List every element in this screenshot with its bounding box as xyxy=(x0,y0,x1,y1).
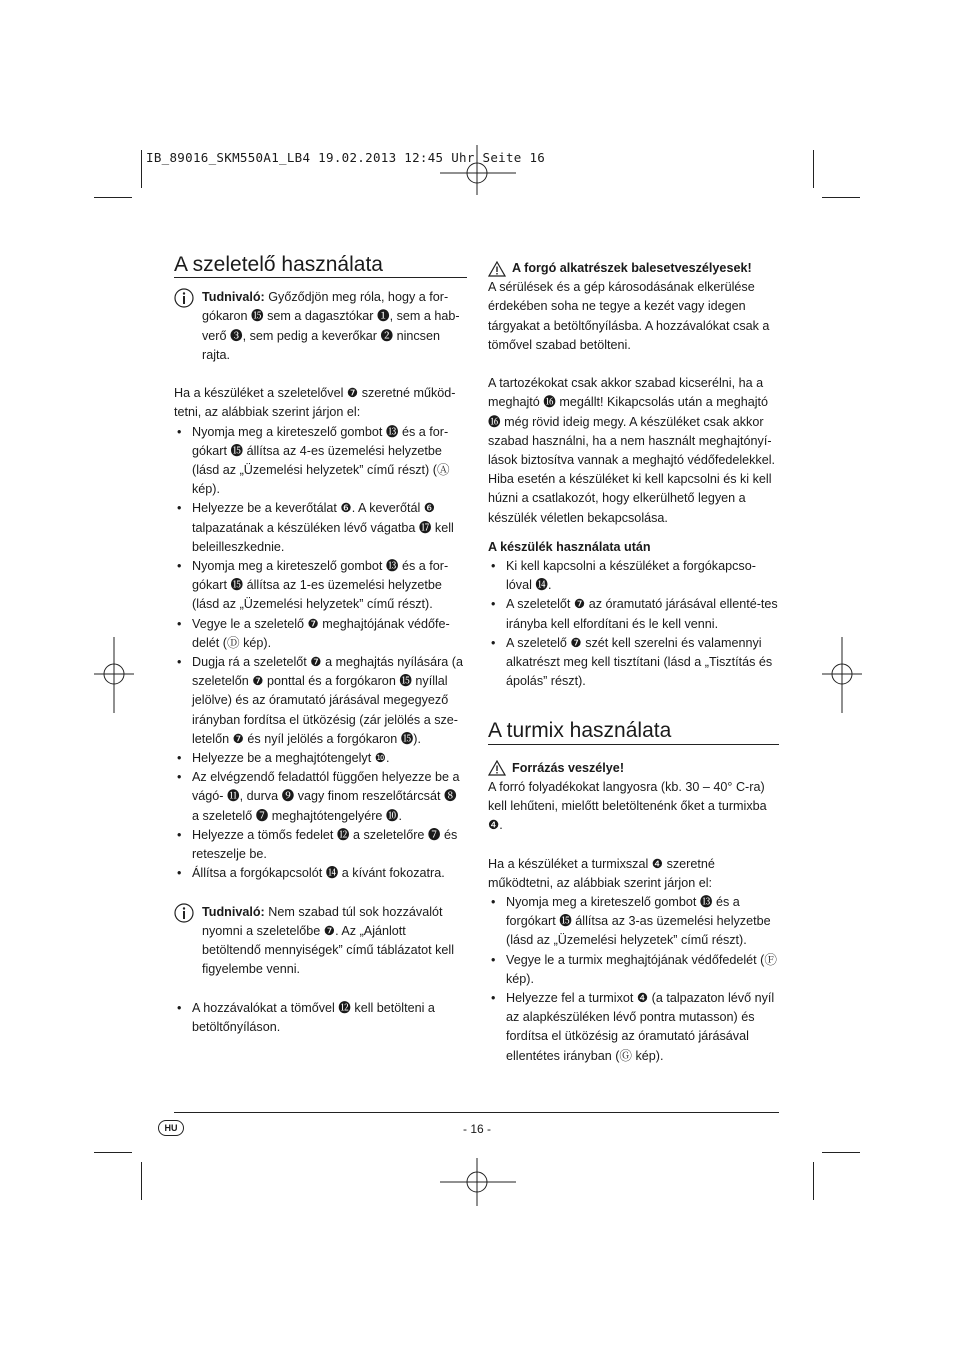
list-item: • Nyomja meg a kireteszelő gombot ⓭ és a for-gókart ⓯ állítsa az 1-es üzemelési helyzetbe (lásd az „Üzemelési helyzetek” című részt). xyxy=(174,557,467,615)
crop-mark xyxy=(141,1162,142,1200)
steps-list xyxy=(174,999,467,1037)
list-item: • Helyezze be a meghajtótengelyt ❿. xyxy=(174,749,467,768)
crop-mark xyxy=(822,197,860,198)
registration-mark-bottom xyxy=(440,1158,516,1206)
warning-icon xyxy=(488,760,506,776)
list-item: • A szeletelőt ❼ az óramutató járásával ellenté-tes irányba kell elfordítani és le kell venni. xyxy=(488,595,779,633)
registration-mark-right xyxy=(822,637,862,713)
list-item: • Vegye le a turmix meghajtójának védőfedelét (Ⓕ kép). xyxy=(488,951,779,989)
subheading: A készülék használata után xyxy=(488,539,651,554)
intro-paragraph: Ha a készüléket a szeletelővel ❼ szeretné működ-tetni, az alábbiak szerint járjon el: xyxy=(174,386,456,420)
list-item: • Az elvégzendő feladattól függően helyezze be a vágó- ⓫, durva ❾ vagy finom reszelőtárcsát ❽ a szeletelő ❼ meghajtótengelyére ❿. xyxy=(174,768,467,826)
list-item: • Dugja rá a szeletelőt ❼ a meghajtás nyílására (a szeletelőn ❼ ponttal és a forgókaron ⓯ nyíllal jelölve) és az óramutató járásával megegyező irányban fordítsa el ütközésig (zár jelölés a sze-letelőn ❼ és nyíl jelölés a forgókaron ⓯). xyxy=(174,653,467,749)
steps-list xyxy=(488,893,779,1066)
list-item: • Helyezze be a keverőtálat ❻. A keverőtál ❻ talpazatának a készüléken lévő vágatba ⓱ kell beleilleszkednie. xyxy=(174,499,467,557)
list-item: • Nyomja meg a kireteszelő gombot ⓭ és a for-gókart ⓯ állítsa az 4-es üzemelési helyzetbe (lásd az „Üzemelési helyzetek” című részt) (Ⓐ kép). xyxy=(174,423,467,500)
note-label: Tudnivaló: xyxy=(202,904,265,919)
page-number: - 16 - xyxy=(462,1122,491,1136)
crop-mark xyxy=(813,1162,814,1200)
left-column xyxy=(174,255,467,1037)
note-text: Nem szabad túl sok hozzávalót nyomni a szeletelőbe ❼. Az „Ajánlott betöltendő mennyiségek” című táblázatot kell figyelembe venni. xyxy=(202,904,455,977)
info-icon xyxy=(174,288,194,308)
paragraph: A tartozékokat csak akkor szabad kicserélni, ha a meghajtó ⓰ megállt! Kikapcsolás után a meghajtó ⓰ még rövid ideig megy. A készüléket csak akkor szabad használni, ha a nem használt meghajtónyí-lások biztosítva vannak a meghajtó védőfedelekkel. Hiba esetén a készüléket ki kell kapcsolni és ki kell húzni a csatlakozót, hogy elkerülhető legyen a készülék véletlen bekapcsolása. xyxy=(488,376,776,525)
steps-list xyxy=(488,557,779,691)
footer-rule xyxy=(174,1112,779,1113)
list-item: • Helyezze a tömős fedelet ⓬ a szeletelőre ❼ és reteszelje be. xyxy=(174,826,467,864)
section-title-slicer: A szeletelő használata xyxy=(174,255,467,278)
registration-mark-left xyxy=(94,637,134,713)
list-item: • Nyomja meg a kireteszelő gombot ⓭ és a forgókart ⓯ állítsa az 3-as üzemelési helyzetbe (lásd az „Üzemelési helyzetek” című részt). xyxy=(488,893,779,951)
note-block xyxy=(174,288,467,365)
warning-title: A forgó alkatrészek balesetveszélyesek! xyxy=(512,261,752,275)
note-block xyxy=(174,903,467,980)
print-header: IB_89016_SKM550A1_LB4 19.02.2013 12:45 Uhr Seite 16 xyxy=(146,150,546,165)
list-item: • Állítsa a forgókapcsolót ⓮ a kívánt fokozatra. xyxy=(174,864,467,883)
note-label: Tudnivaló: xyxy=(202,290,265,305)
right-column xyxy=(488,259,779,1066)
crop-mark xyxy=(94,197,132,198)
crop-mark xyxy=(813,150,814,188)
warning-title: Forrázás veszélye! xyxy=(512,760,625,775)
warning-icon xyxy=(488,261,506,277)
warning-heading xyxy=(488,259,779,278)
info-icon xyxy=(174,903,194,923)
intro-paragraph: Ha a készüléket a turmixszal ❹ szeretné működtetni, az alábbiak szerint járjon el: xyxy=(488,856,715,890)
warning-text: A sérülések és a gép károsodásának elkerülése érdekében soha ne tegye a kezét vagy idegen tárgyakat a betöltőnyílásba. A hozzávalókat csak a tömővel szabad betölteni. xyxy=(488,280,770,352)
list-item: • Ki kell kapcsolni a készüléket a forgókapcso-lóval ⓮. xyxy=(488,557,779,595)
list-item: • Vegye le a szeletelő ❼ meghajtójának védőfe-delét (Ⓓ kép). xyxy=(174,615,467,653)
crop-mark xyxy=(822,1152,860,1153)
language-badge: HU xyxy=(158,1120,184,1136)
warning-heading xyxy=(488,759,779,778)
list-item: • A szeletelő ❼ szét kell szerelni és valamennyi alkatrészt meg kell tisztítani (lásd a „Tisztítás és ápolás” részt). xyxy=(488,634,779,692)
steps-list xyxy=(174,423,467,884)
list-item: • A hozzávalókat a tömővel ⓬ kell betölteni a betöltőnyíláson. xyxy=(174,999,467,1037)
warning-text: A forró folyadékokat langyosra (kb. 30 – 40° C-ra) kell lehűteni, mielőtt beletöltenénk őket a turmixba ❹. xyxy=(488,779,767,833)
section-title-blender: A turmix használata xyxy=(488,721,779,744)
note-text: Győződjön meg róla, hogy a for-gókaron ⓯ sem a dagasztókar ❶, sem a hab-verő ❸, sem pedig a keverőkar ❷ nincsen rajta. xyxy=(202,290,460,362)
list-item: • Helyezze fel a turmixot ❹ (a talpazaton lévő nyíl az alapkészüléken lévő pontra mutasson) és fordítsa el ütközésig az óramutató járásával ellentétes irányban (Ⓖ kép). xyxy=(488,989,779,1066)
crop-mark xyxy=(94,1152,132,1153)
crop-mark xyxy=(141,150,142,188)
